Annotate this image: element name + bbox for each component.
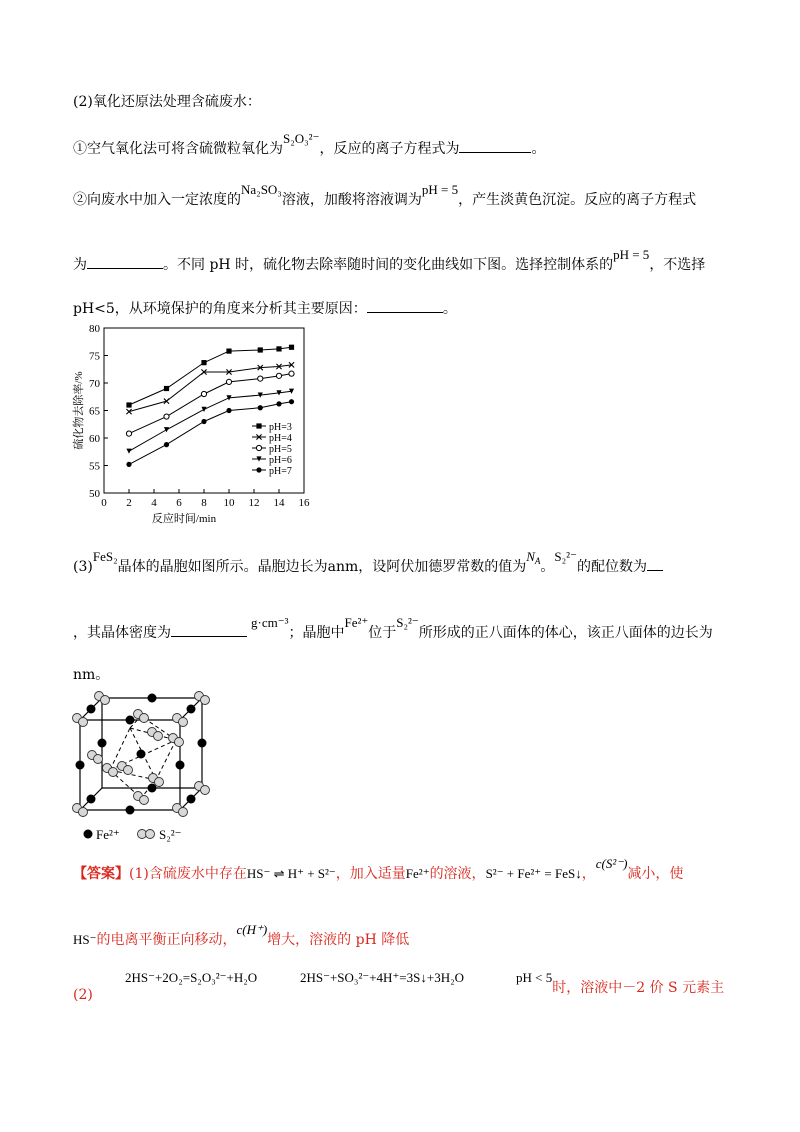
x-tick-label: 8: [201, 497, 207, 509]
answer-label: 【答案】: [73, 866, 129, 882]
data-point: [289, 371, 294, 376]
oxidation-equation: 2HS⁻+2O₂=S₂O₃²⁻+H₂O: [125, 970, 258, 985]
ph-value: pH = 5: [613, 247, 650, 262]
data-point: [164, 414, 169, 419]
series-line-2: [129, 365, 292, 412]
data-point: [126, 402, 131, 407]
iron-ion: Fe²⁺: [344, 615, 369, 630]
question-2-2b: 为 。不同 pH 时，硫化物去除率随时间的变化曲线如下图。选择控制体系的pH = 5，不选择: [73, 247, 706, 273]
equilibrium-eq: HS⁻ ⇌ H⁺ + S²⁻: [246, 866, 336, 881]
data-point: [201, 407, 206, 412]
legend-label: pH=4: [269, 433, 292, 444]
fes2-unit-cell-diagram: [66, 688, 226, 848]
s2-legend-marker: [138, 830, 155, 839]
series-line-3: [129, 374, 292, 434]
fes2-formula: FeS₂: [92, 549, 118, 564]
s2-legend-label: S₂²⁻: [159, 827, 182, 842]
answer-line2: HS⁻的电离平衡正向移动，c(H⁺)增大，溶液的 pH 降低: [73, 922, 410, 948]
legend-label: pH=7: [269, 466, 292, 477]
x-tick-label: 12: [248, 497, 260, 509]
fe-legend-marker: [84, 830, 93, 839]
x-tick-label: 10: [223, 497, 235, 509]
sulfite-equation: 2HS⁻+SO₃²⁻+4H⁺=3S↓+3H₂O: [300, 970, 465, 985]
data-point: [258, 376, 263, 381]
y-tick-label: 50: [89, 488, 100, 500]
data-point: [289, 345, 294, 350]
y-tick-label: 80: [89, 323, 100, 335]
answer-blank: [171, 622, 247, 637]
x-tick-label: 4: [151, 497, 157, 509]
x-tick-label: 0: [101, 497, 107, 509]
ph-value: pH = 5: [421, 182, 459, 197]
y-tick-label: 70: [89, 378, 100, 390]
hydrogen-concentration: c(H⁺): [236, 922, 268, 937]
question-3-line1: (3)FeS₂晶体的晶胞如图所示。晶胞边长为anm，设阿伏加德罗常数的值为$N_A$。S₂²⁻的配位数为: [73, 556, 663, 578]
legend-label: pH=6: [269, 455, 292, 466]
data-point: [226, 349, 231, 354]
data-point: [289, 399, 294, 404]
data-point: [126, 431, 131, 436]
legend-marker: [256, 467, 261, 472]
y-tick-label: 75: [89, 350, 100, 363]
sulfide-concentration: c(S²⁻): [595, 856, 628, 871]
x-tick-label: 6: [176, 497, 182, 509]
x-axis-label: 反应时间/min: [151, 513, 217, 525]
density-unit: g·cm⁻³: [251, 615, 289, 630]
sodium-sulfite-formula: Na₂SO₃: [241, 182, 282, 197]
answer-line1: 【答案】(1)含硫废水中存在HS⁻ ⇌ H⁺ + S²⁻，加入适量Fe²⁺的溶液，S²⁻ + Fe²⁺ = FeS↓，c(S²⁻)减小，使: [73, 856, 684, 882]
y-axis-label: 硫化物去除率/%: [73, 371, 85, 450]
data-point: [226, 408, 231, 413]
disulfide-ion: S₂²⁻: [396, 615, 419, 630]
answer-blank: [87, 254, 163, 269]
data-point: [276, 373, 281, 378]
answer-blank: [367, 298, 443, 313]
series-line-1: [129, 347, 292, 405]
question-2-2: ②向废水中加入一定浓度的Na₂SO₃溶液，加酸将溶液调为pH = 5，产生淡黄色沉淀。反应的离子方程式: [73, 182, 697, 208]
iron-ion: Fe²⁺: [405, 866, 430, 881]
legend-marker: [256, 423, 261, 428]
data-point: [258, 347, 263, 352]
data-point: [164, 427, 169, 432]
data-point: [276, 401, 281, 406]
part2-heading: (2)氧化还原法处理含硫废水：: [73, 94, 261, 110]
answer-line3: [73, 985, 93, 1005]
data-point: [126, 462, 131, 467]
data-point: [258, 405, 263, 410]
legend-marker: [256, 445, 261, 450]
question-3-line2: ，其晶体密度为g·cm⁻³；晶胞中Fe²⁺位于S₂²⁻所形成的正八面体的体心，该正八面体的边长为: [73, 615, 713, 641]
y-tick-label: 65: [89, 405, 100, 418]
disulfide-ion: S₂²⁻: [554, 549, 577, 564]
answer-part2-label: (2): [73, 987, 93, 1003]
x-tick-label: 16: [298, 497, 310, 509]
data-point: [126, 449, 131, 454]
thiosulfate-formula: S₂O₃²⁻: [283, 131, 320, 146]
data-point: [201, 360, 206, 365]
data-point: [164, 386, 169, 391]
question-3-line3: nm。: [73, 667, 110, 683]
data-point: [226, 379, 231, 384]
precipitation-eq: S²⁻ + Fe²⁺ = FeS↓: [485, 866, 582, 881]
data-point: [164, 442, 169, 447]
series-line-4: [129, 391, 292, 451]
series-line-5: [129, 402, 292, 465]
legend-label: pH=3: [269, 422, 292, 433]
hs-ion: HS⁻: [73, 932, 97, 947]
data-point: [201, 419, 206, 424]
question-2-2c: pH<5，从环境保护的角度来分析其主要原因： 。: [73, 298, 457, 319]
x-tick-label: 2: [126, 497, 132, 509]
answer-line3-tail: pH < 5时，溶液中－2 价 S 元素主: [516, 970, 725, 996]
question-2-1: ①空气氧化法可将含硫微粒氧化为S₂O₃²⁻，反应的离子方程式为 。: [73, 131, 546, 157]
avogadro-symbol: $N_A$: [526, 549, 541, 566]
answer-blank: [647, 556, 663, 571]
data-point: [276, 346, 281, 351]
y-tick-label: 55: [89, 460, 100, 473]
legend-label: pH=5: [269, 444, 292, 455]
fe-legend-label: Fe²⁺: [96, 827, 120, 842]
data-point: [201, 391, 206, 396]
ph-condition: pH < 5: [516, 970, 553, 985]
sulfide-removal-chart: [60, 318, 320, 528]
x-tick-label: 14: [273, 497, 285, 509]
y-tick-label: 60: [89, 433, 100, 445]
answer-blank: [459, 138, 531, 153]
